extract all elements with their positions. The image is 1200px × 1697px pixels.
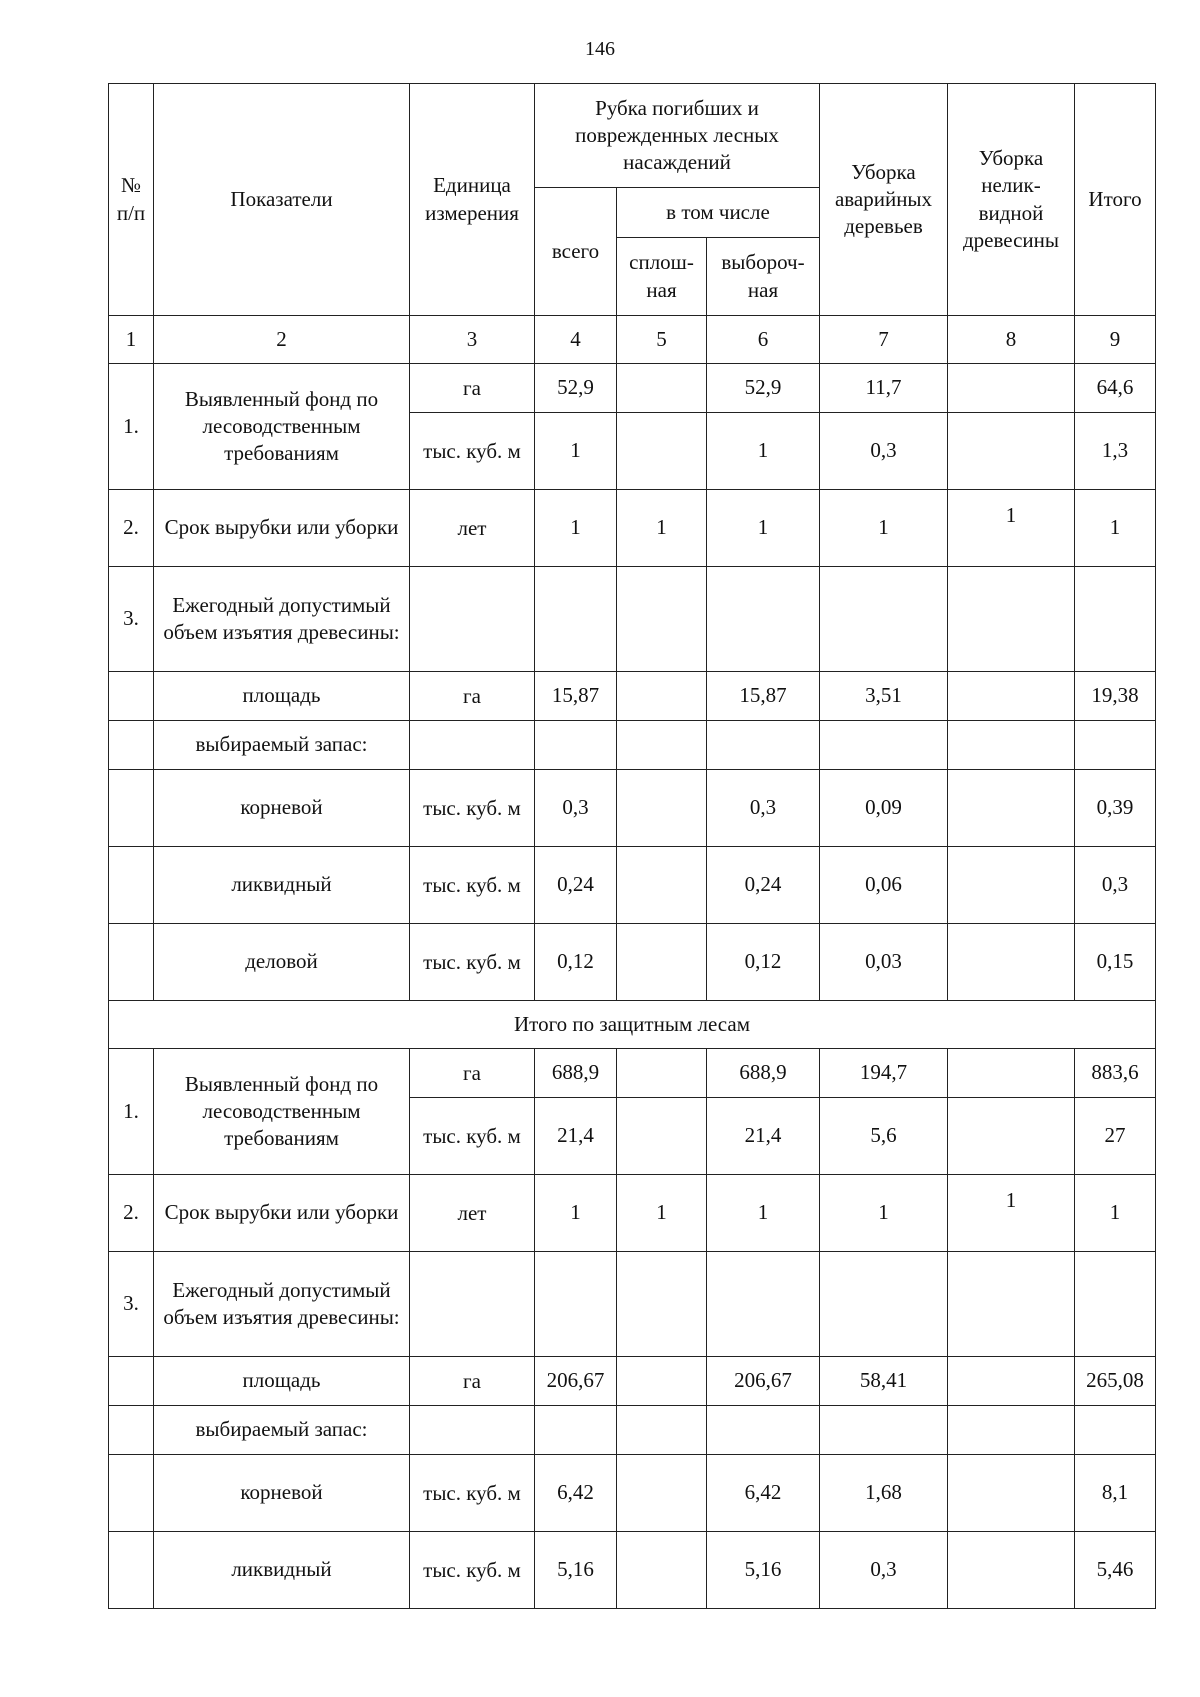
column-number: 9	[1075, 316, 1156, 364]
value-cell: 1	[1075, 490, 1156, 567]
column-number: 5	[617, 316, 707, 364]
unit-cell: га	[410, 364, 535, 413]
unit-cell: лет	[410, 490, 535, 567]
table-row	[109, 364, 1156, 413]
table-row	[109, 1175, 1156, 1252]
table-row	[109, 1357, 1156, 1406]
row-label: площадь	[154, 1357, 410, 1406]
table-row	[109, 1455, 1156, 1532]
row-label: Ежегодный допустимый объем изъятия древесины:	[154, 567, 410, 672]
table-row	[109, 1406, 1156, 1455]
value-cell: 6,42	[707, 1455, 820, 1532]
value-cell	[948, 364, 1075, 413]
table-row	[109, 1252, 1156, 1357]
row-num: 2.	[109, 490, 154, 567]
value-cell	[948, 770, 1075, 847]
unit-cell: лет	[410, 1175, 535, 1252]
value-cell: 0,06	[820, 847, 948, 924]
value-cell: 1	[1075, 1175, 1156, 1252]
table-row	[109, 567, 1156, 672]
value-cell: 194,7	[820, 1049, 948, 1098]
value-cell: 0,3	[820, 1532, 948, 1609]
header-nonliquid: Уборка нелик-видной древесины	[948, 84, 1075, 316]
row-label: ликвидный	[154, 1532, 410, 1609]
value-cell: 1	[820, 1175, 948, 1252]
value-cell: 0,24	[535, 847, 617, 924]
value-cell	[948, 1098, 1075, 1175]
value-cell	[617, 1049, 707, 1098]
value-cell	[948, 847, 1075, 924]
table-row	[109, 847, 1156, 924]
value-cell	[948, 1532, 1075, 1609]
unit-cell: га	[410, 672, 535, 721]
header-selective: выбороч-ная	[707, 238, 820, 316]
value-cell: 64,6	[1075, 364, 1156, 413]
value-cell: 1	[707, 490, 820, 567]
value-cell	[617, 1357, 707, 1406]
value-cell: 1	[707, 413, 820, 490]
table-row	[109, 721, 1156, 770]
value-cell: 265,08	[1075, 1357, 1156, 1406]
value-cell: 1	[535, 1175, 617, 1252]
value-cell	[948, 1357, 1075, 1406]
column-number: 6	[707, 316, 820, 364]
column-number: 2	[154, 316, 410, 364]
value-cell: 206,67	[707, 1357, 820, 1406]
row-label: Выявленный фонд по лесоводственным требованиям	[154, 1049, 410, 1175]
value-cell: 688,9	[535, 1049, 617, 1098]
unit-cell: га	[410, 1357, 535, 1406]
header-clear: сплош-ная	[617, 238, 707, 316]
value-cell: 0,09	[820, 770, 948, 847]
row-num: 1.	[109, 1049, 154, 1175]
page-number: 146	[585, 38, 615, 60]
column-number: 7	[820, 316, 948, 364]
value-cell	[617, 924, 707, 1001]
value-cell: 1	[820, 490, 948, 567]
table-row	[109, 924, 1156, 1001]
value-cell: 1	[617, 1175, 707, 1252]
value-cell: 5,16	[535, 1532, 617, 1609]
value-cell	[617, 364, 707, 413]
table-row	[109, 1049, 1156, 1098]
value-cell: 15,87	[707, 672, 820, 721]
value-cell: 0,24	[707, 847, 820, 924]
row-num: 1.	[109, 364, 154, 490]
value-cell: 1	[535, 413, 617, 490]
row-label: Выявленный фонд по лесоводственным требованиям	[154, 364, 410, 490]
row-label: корневой	[154, 770, 410, 847]
value-cell: 0,3	[1075, 847, 1156, 924]
table-row	[109, 770, 1156, 847]
row-label: Ежегодный допустимый объем изъятия древесины:	[154, 1252, 410, 1357]
value-cell: 6,42	[535, 1455, 617, 1532]
value-cell: 3,51	[820, 672, 948, 721]
value-cell: 5,16	[707, 1532, 820, 1609]
value-cell: 1,68	[820, 1455, 948, 1532]
value-cell: 1,3	[1075, 413, 1156, 490]
table-row	[109, 490, 1156, 567]
value-cell: 58,41	[820, 1357, 948, 1406]
value-cell: 21,4	[707, 1098, 820, 1175]
value-cell	[948, 1049, 1075, 1098]
row-label: выбираемый запас:	[154, 1406, 410, 1455]
row-label: Срок вырубки или уборки	[154, 490, 410, 567]
value-cell: 1	[617, 490, 707, 567]
value-cell: 1	[707, 1175, 820, 1252]
header-num: № п/п	[109, 84, 154, 316]
value-cell: 0,3	[535, 770, 617, 847]
unit-cell: тыс. куб. м	[410, 770, 535, 847]
header-total: Итого	[1075, 84, 1156, 316]
row-label: деловой	[154, 924, 410, 1001]
unit-cell: га	[410, 1049, 535, 1098]
value-cell: 52,9	[535, 364, 617, 413]
value-cell	[617, 672, 707, 721]
value-cell	[617, 1455, 707, 1532]
value-cell: 0,03	[820, 924, 948, 1001]
row-num: 3.	[109, 567, 154, 672]
value-cell: 21,4	[535, 1098, 617, 1175]
header-emergency: Уборка аварийных деревьев	[820, 84, 948, 316]
value-cell: 19,38	[1075, 672, 1156, 721]
value-cell: 52,9	[707, 364, 820, 413]
value-cell: 5,46	[1075, 1532, 1156, 1609]
column-number: 8	[948, 316, 1075, 364]
row-label: ликвидный	[154, 847, 410, 924]
column-number: 1	[109, 316, 154, 364]
value-cell: 0,12	[535, 924, 617, 1001]
value-cell: 15,87	[535, 672, 617, 721]
value-cell: 8,1	[1075, 1455, 1156, 1532]
section-row	[109, 1001, 1156, 1049]
value-cell	[948, 672, 1075, 721]
value-cell	[617, 413, 707, 490]
value-cell: 5,6	[820, 1098, 948, 1175]
value-cell: 11,7	[820, 364, 948, 413]
value-cell	[617, 1532, 707, 1609]
column-number: 3	[410, 316, 535, 364]
value-cell	[948, 924, 1075, 1001]
value-cell: 27	[1075, 1098, 1156, 1175]
value-cell	[617, 770, 707, 847]
value-cell	[948, 1455, 1075, 1532]
forest-felling-table	[108, 83, 1156, 1609]
value-cell: 0,12	[707, 924, 820, 1001]
value-cell: 1	[535, 490, 617, 567]
header-felling-total: всего	[535, 188, 617, 316]
value-cell	[617, 847, 707, 924]
value-cell: 0,15	[1075, 924, 1156, 1001]
unit-cell: тыс. куб. м	[410, 1532, 535, 1609]
column-number: 4	[535, 316, 617, 364]
header-felling-group: Рубка погибших и поврежденных лесных насаждений	[535, 84, 820, 188]
value-cell: 1	[948, 1175, 1075, 1252]
unit-cell: тыс. куб. м	[410, 1455, 535, 1532]
value-cell: 206,67	[535, 1357, 617, 1406]
header-row	[109, 84, 1156, 188]
header-subgroup: в том числе	[617, 188, 820, 238]
value-cell: 883,6	[1075, 1049, 1156, 1098]
table-row	[109, 1532, 1156, 1609]
value-cell: 688,9	[707, 1049, 820, 1098]
unit-cell: тыс. куб. м	[410, 847, 535, 924]
value-cell: 0,3	[707, 770, 820, 847]
row-num: 3.	[109, 1252, 154, 1357]
row-label: площадь	[154, 672, 410, 721]
unit-cell: тыс. куб. м	[410, 413, 535, 490]
value-cell: 0,39	[1075, 770, 1156, 847]
column-number-row	[109, 316, 1156, 364]
section-title: Итого по защитным лесам	[109, 1001, 1156, 1049]
header-indicator: Показатели	[154, 84, 410, 316]
row-label: Срок вырубки или уборки	[154, 1175, 410, 1252]
value-cell: 1	[948, 490, 1075, 567]
table-row	[109, 672, 1156, 721]
value-cell: 0,3	[820, 413, 948, 490]
row-label: выбираемый запас:	[154, 721, 410, 770]
value-cell	[948, 413, 1075, 490]
header-unit: Единица измерения	[410, 84, 535, 316]
row-label: корневой	[154, 1455, 410, 1532]
value-cell	[617, 1098, 707, 1175]
unit-cell: тыс. куб. м	[410, 924, 535, 1001]
unit-cell: тыс. куб. м	[410, 1098, 535, 1175]
row-num: 2.	[109, 1175, 154, 1252]
